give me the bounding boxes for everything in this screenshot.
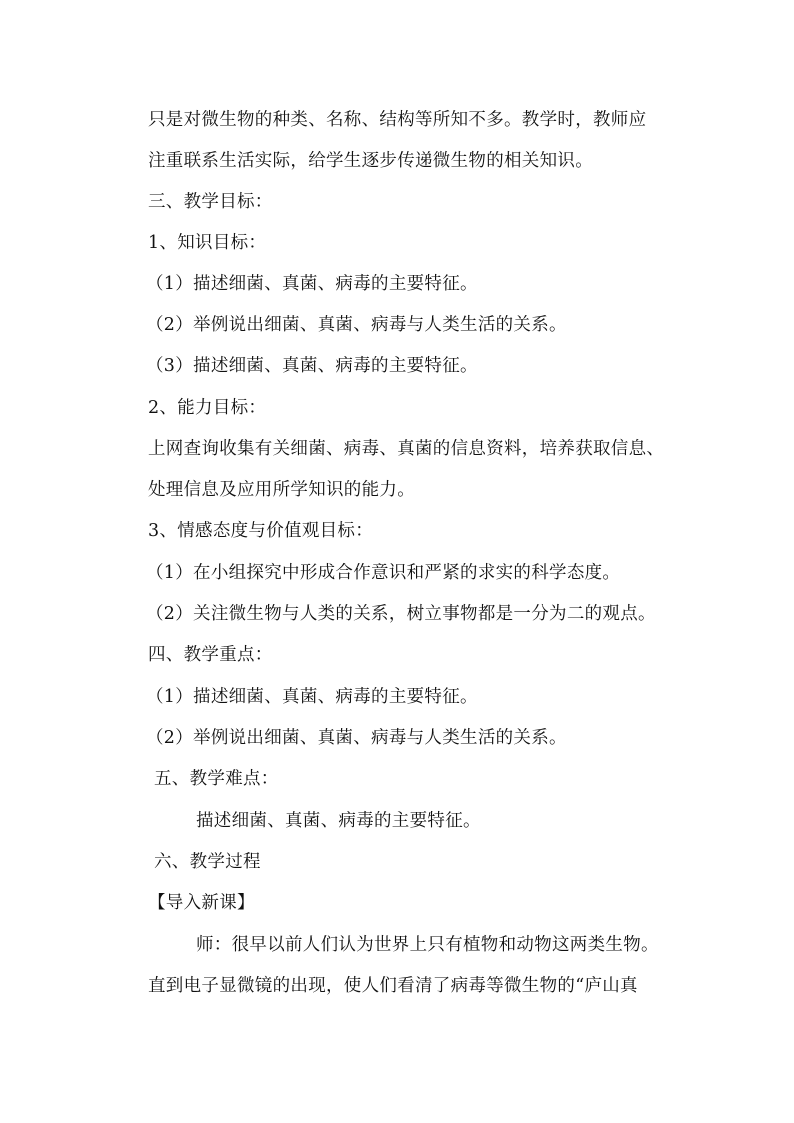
paragraph-line-2: 注重联系生活实际，给学生逐步传递微生物的相关知识。: [148, 151, 593, 171]
paragraph-line: 直到电子显微镜的出现，使人们看清了病毒等微生物的“庐山真: [148, 976, 638, 996]
list-item: （1）描述细菌、真菌、病毒的主要特征。: [146, 274, 478, 294]
section-heading-teaching-goals: 三、教学目标：: [148, 192, 273, 212]
section-heading-key-points: 四、教学重点：: [148, 645, 273, 665]
list-item: （2）举例说出细菌、真菌、病毒与人类生活的关系。: [146, 315, 567, 335]
paragraph-line: 描述细菌、真菌、病毒的主要特征。: [196, 811, 481, 831]
list-item: （2）举例说出细菌、真菌、病毒与人类生活的关系。: [146, 728, 567, 748]
list-item: （1）在小组探究中形成合作意识和严紧的求实的科学态度。: [146, 563, 621, 583]
list-item: （3）描述细菌、真菌、病毒的主要特征。: [146, 356, 478, 376]
section-heading-teaching-process: 六、教学过程: [154, 852, 261, 872]
paragraph-line: 师：很早以前人们认为世界上只有植物和动物这两类生物。: [196, 935, 659, 955]
subheading-ability-goals: 2、能力目标：: [148, 398, 267, 418]
subheading-introduction: 【导入新课】: [148, 893, 255, 913]
subheading-emotion-goals: 3、情感态度与价值观目标：: [148, 521, 374, 541]
paragraph-line: 上网查询收集有关细菌、病毒、真菌的信息资料，培养获取信息、: [148, 439, 665, 459]
list-item: （2）关注微生物与人类的关系，树立事物都是一分为二的观点。: [146, 604, 656, 624]
list-item: （1）描述细菌、真菌、病毒的主要特征。: [146, 687, 478, 707]
subheading-knowledge-goals: 1、知识目标：: [148, 233, 267, 253]
section-heading-difficult-points: 五、教学难点：: [154, 769, 279, 789]
paragraph-line-1: 只是对微生物的种类、名称、结构等所知不多。教学时，教师应: [148, 110, 647, 130]
paragraph-line: 处理信息及应用所学知识的能力。: [148, 480, 415, 500]
